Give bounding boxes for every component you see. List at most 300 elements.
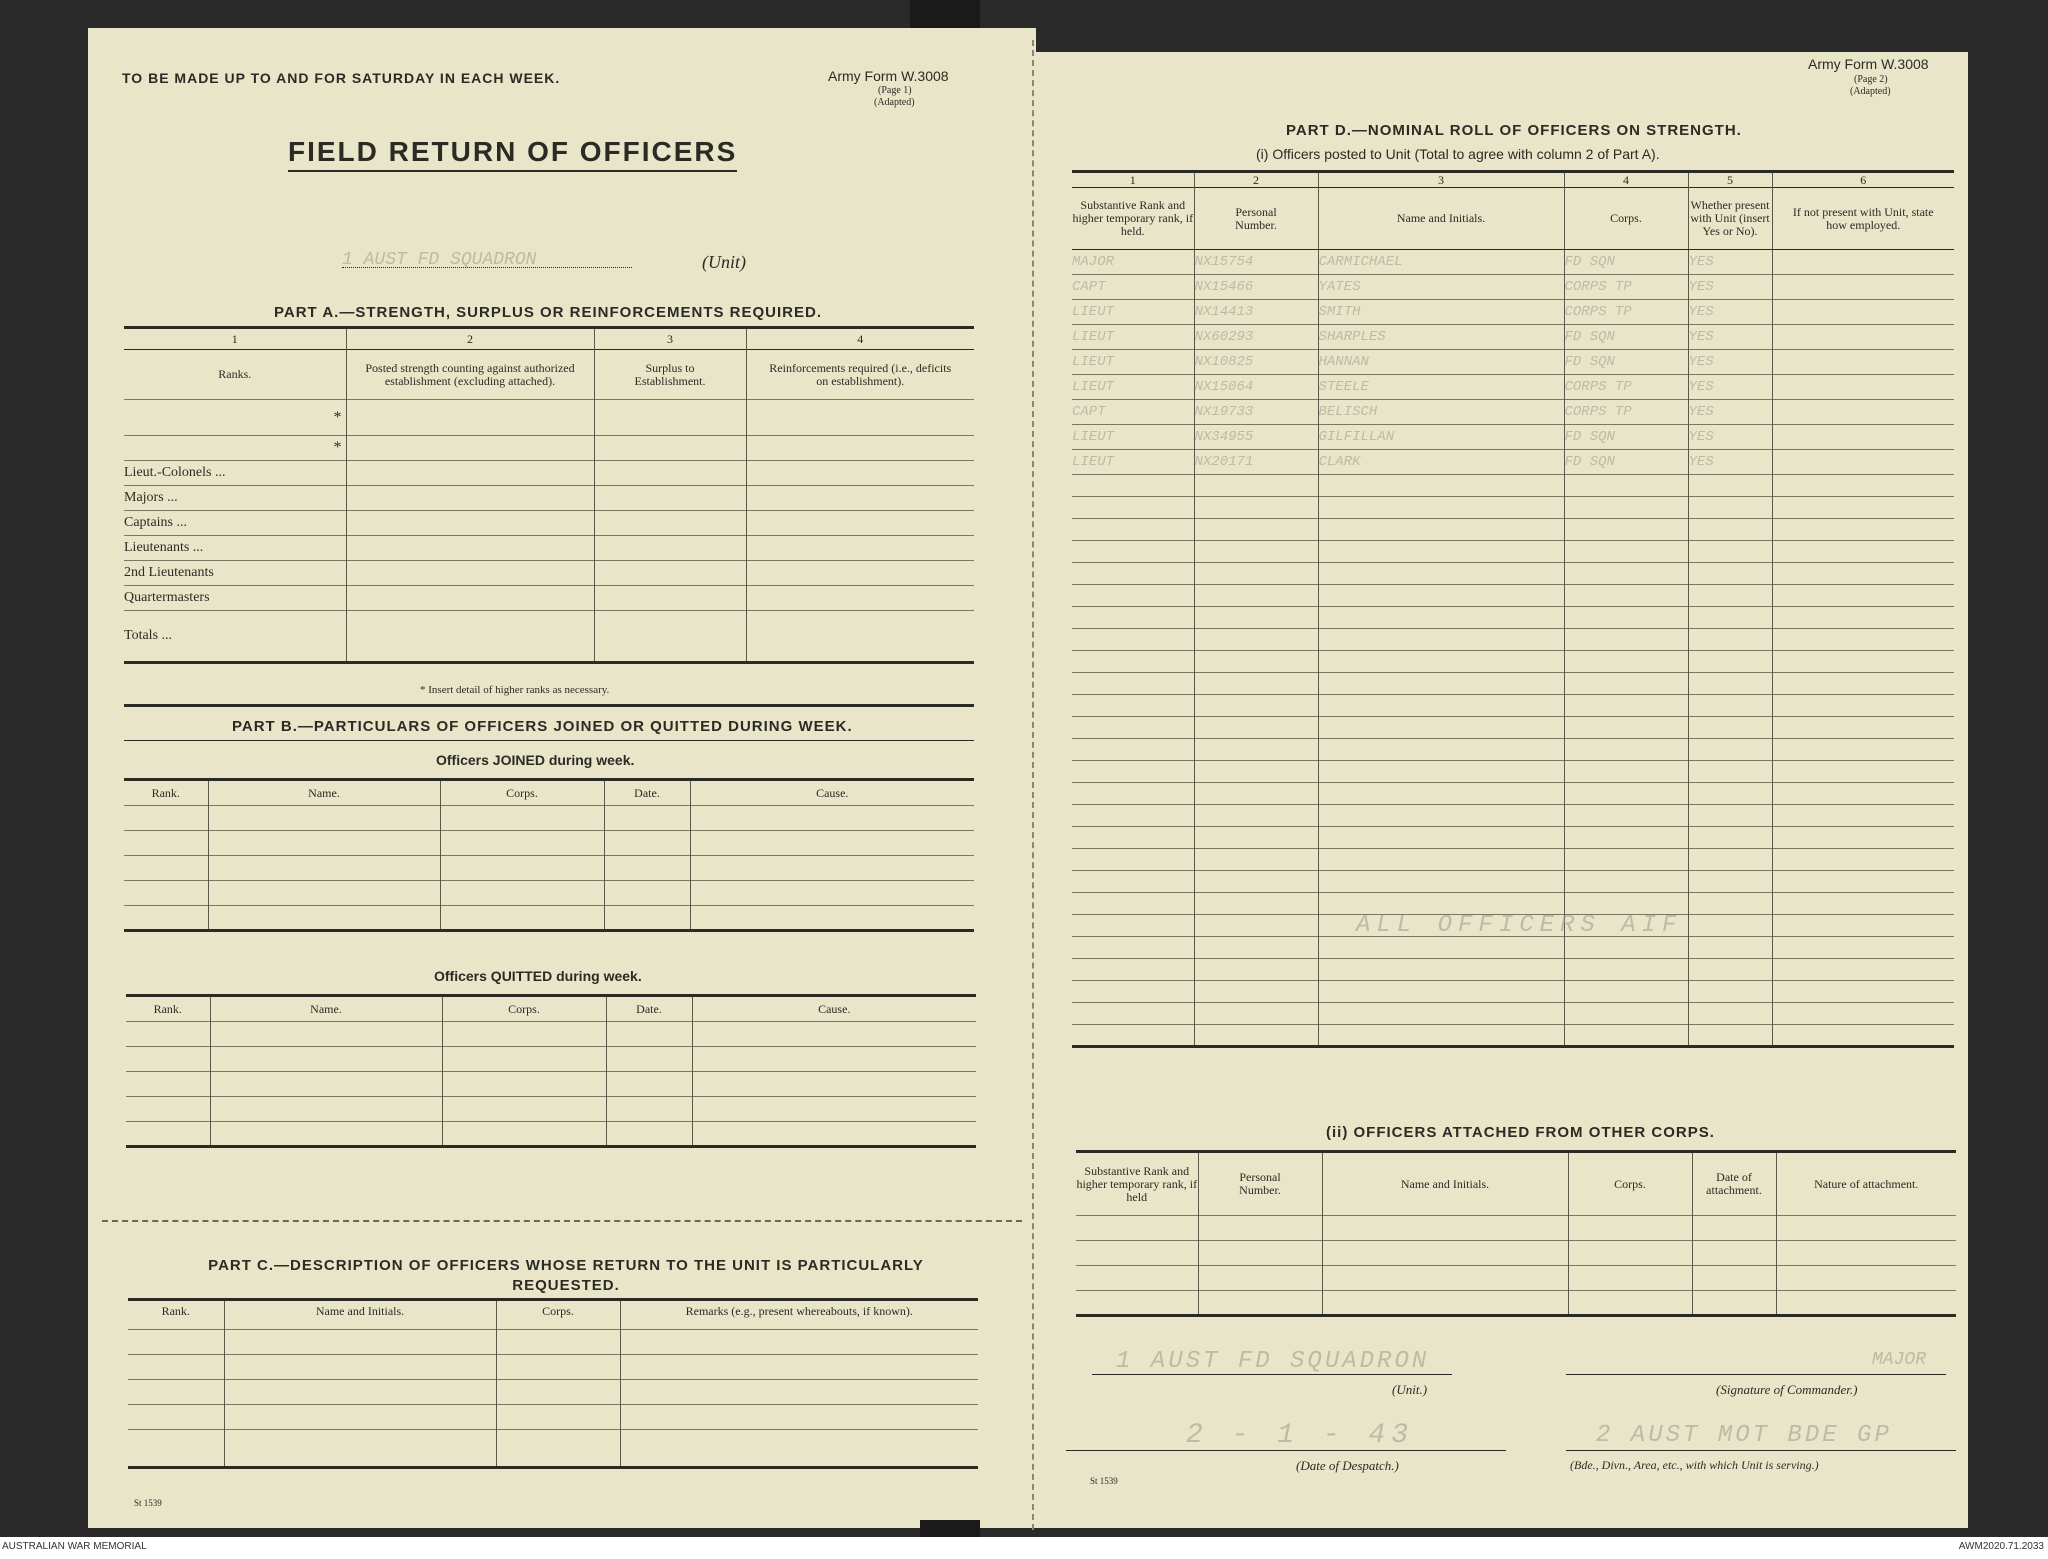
roll-row-empty <box>1072 519 1954 541</box>
empty-cell <box>1318 695 1564 717</box>
col-header: Rank. <box>128 1300 224 1330</box>
present-cell: YES <box>1688 250 1772 275</box>
empty-cell <box>1318 981 1564 1003</box>
roll-row-empty <box>1072 871 1954 893</box>
roll-row-empty <box>1072 761 1954 783</box>
number-cell: NX15754 <box>1194 250 1318 275</box>
empty-cell <box>1772 761 1954 783</box>
commander-handwriting: MAJOR <box>1872 1350 1927 1370</box>
rank-cell: MAJOR <box>1072 250 1194 275</box>
empty-cell <box>1072 937 1194 959</box>
empty-cell <box>1772 497 1954 519</box>
date-caption: (Date of Despatch.) <box>1296 1458 1399 1473</box>
empty-cell <box>1772 871 1954 893</box>
rank-cell: CAPT <box>1072 275 1194 300</box>
joined-table <box>124 778 974 932</box>
form-number: Army Form W.3008 <box>1808 56 1929 72</box>
empty-cell <box>1688 761 1772 783</box>
empty-cell <box>1318 959 1564 981</box>
empty-cell <box>1318 1003 1564 1025</box>
empty-cell <box>1772 541 1954 563</box>
empty-cell <box>1072 783 1194 805</box>
form-page-2 <box>1036 52 1968 1528</box>
roll-row-empty <box>1072 849 1954 871</box>
roll-row-empty <box>1072 563 1954 585</box>
empty-cell <box>1772 651 1954 673</box>
rank-cell: LIEUT <box>1072 375 1194 400</box>
empty-cell <box>1194 739 1318 761</box>
empty-cell <box>1772 585 1954 607</box>
present-cell: YES <box>1688 300 1772 325</box>
commander-caption: (Signature of Commander.) <box>1716 1382 1858 1397</box>
empty-cell <box>1194 563 1318 585</box>
name-cell: CARMICHAEL <box>1318 250 1564 275</box>
empty-cell <box>1194 827 1318 849</box>
empty-cell <box>1194 585 1318 607</box>
name-cell: YATES <box>1318 275 1564 300</box>
empty-cell <box>1564 827 1688 849</box>
roll-row-empty <box>1072 1003 1954 1025</box>
adapted-label: (Adapted) <box>874 97 915 108</box>
page-label: (Page 2) <box>1854 74 1888 85</box>
empty-cell <box>1564 651 1688 673</box>
rank-cell: CAPT <box>1072 400 1194 425</box>
col-header-ranks: Ranks. <box>124 350 346 400</box>
present-cell: YES <box>1688 450 1772 475</box>
rank-cell: LIEUT <box>1072 350 1194 375</box>
empty-cell <box>1564 673 1688 695</box>
roll-row <box>1072 275 1954 300</box>
part-d-heading: PART D.—NOMINAL ROLL OF OFFICERS ON STRENGTH. <box>1286 122 1742 139</box>
rank-label: Lieutenants ... <box>124 536 346 561</box>
col-header: Cause. <box>690 780 974 806</box>
empty-cell <box>1072 673 1194 695</box>
totals-label: Totals ... <box>124 611 346 663</box>
number-cell: NX34955 <box>1194 425 1318 450</box>
roll-row-empty <box>1072 805 1954 827</box>
rank-cell: LIEUT <box>1072 325 1194 350</box>
col-header-corps: Corps. <box>1564 188 1688 250</box>
archive-footer <box>0 1537 2048 1559</box>
empty-cell <box>1688 805 1772 827</box>
name-cell: SHARPLES <box>1318 325 1564 350</box>
empty-cell <box>1318 563 1564 585</box>
corps-cell: FD SQN <box>1564 425 1688 450</box>
empty-cell <box>1318 739 1564 761</box>
rank-cell: LIEUT <box>1072 425 1194 450</box>
col-header: Corps. <box>440 780 604 806</box>
col-header: Name. <box>208 780 440 806</box>
rule <box>124 740 974 741</box>
empty-cell <box>1688 871 1772 893</box>
roll-row-empty <box>1072 783 1954 805</box>
roll-row-empty <box>1072 981 1954 1003</box>
empty-cell <box>1772 849 1954 871</box>
col-header: Date. <box>606 996 692 1022</box>
col-header: Date of attachment. <box>1692 1152 1776 1216</box>
empty-cell <box>1072 519 1194 541</box>
empty-cell <box>1318 541 1564 563</box>
footer-left: AUSTRALIAN WAR MEMORIAL <box>2 1541 147 1552</box>
col-header-posted: Posted strength counting against authorized establishment (excluding attached). <box>346 350 594 400</box>
empty-cell <box>1318 871 1564 893</box>
empty-cell <box>1564 739 1688 761</box>
empty-cell <box>1688 893 1772 915</box>
empty-cell <box>1194 1003 1318 1025</box>
empty-cell <box>1072 805 1194 827</box>
corps-cell: CORPS TP <box>1564 400 1688 425</box>
part-b-heading: PART B.—PARTICULARS OF OFFICERS JOINED OR QUITTED DURING WEEK. <box>232 718 853 735</box>
number-cell: NX14413 <box>1194 300 1318 325</box>
number-cell: NX15466 <box>1194 275 1318 300</box>
rank-label: Majors ... <box>124 486 346 511</box>
quitted-table <box>126 994 976 1148</box>
empty-cell <box>1564 1003 1688 1025</box>
empty-cell <box>1072 629 1194 651</box>
empty-cell <box>1072 1025 1194 1047</box>
col-number: 1 <box>1072 172 1194 188</box>
empty-cell <box>1072 717 1194 739</box>
print-code: St 1539 <box>1090 1476 1118 1486</box>
col-number: 3 <box>1318 172 1564 188</box>
roll-row-empty <box>1072 607 1954 629</box>
col-header: Date. <box>604 780 690 806</box>
empty-cell <box>1318 497 1564 519</box>
col-header: Rank. <box>126 996 210 1022</box>
col-header-reinforcements: Reinforcements required (i.e., deficits on establishment). <box>746 350 974 400</box>
empty-cell <box>1564 695 1688 717</box>
empty-cell <box>1194 761 1318 783</box>
rank-label: Captains ... <box>124 511 346 536</box>
print-code: St 1539 <box>134 1498 162 1508</box>
empty-cell <box>1318 761 1564 783</box>
empty-cell <box>1564 519 1688 541</box>
rule <box>124 704 974 707</box>
col-number: 4 <box>746 328 974 350</box>
corps-cell: FD SQN <box>1564 450 1688 475</box>
empty-cell <box>1318 937 1564 959</box>
empty-cell <box>1688 695 1772 717</box>
roll-row-empty <box>1072 695 1954 717</box>
empty-cell <box>1318 1025 1564 1047</box>
empty-cell <box>1772 629 1954 651</box>
col-number: 5 <box>1688 172 1772 188</box>
date-line <box>1066 1450 1506 1451</box>
empty-cell <box>1072 563 1194 585</box>
empty-cell <box>1772 475 1954 497</box>
col-header-employed: If not present with Unit, state how employed. <box>1772 188 1954 250</box>
empty-cell <box>1688 1003 1772 1025</box>
bde-caption: (Bde., Divn., Area, etc., with which Unit is serving.) <box>1570 1458 1819 1472</box>
empty-cell <box>1318 805 1564 827</box>
empty-cell <box>1772 981 1954 1003</box>
number-cell: NX19733 <box>1194 400 1318 425</box>
empty-cell <box>1564 761 1688 783</box>
roll-row <box>1072 400 1954 425</box>
empty-cell <box>1772 915 1954 937</box>
col-header: Corps. <box>1568 1152 1692 1216</box>
page-title: FIELD RETURN OF OFFICERS <box>288 136 737 172</box>
footer-right: AWM2020.71.2033 <box>1958 1541 2044 1552</box>
rank-label: Lieut.-Colonels ... <box>124 461 346 486</box>
empty-cell <box>1688 717 1772 739</box>
empty-cell <box>1688 783 1772 805</box>
number-cell: NX60293 <box>1194 325 1318 350</box>
empty-cell <box>1072 959 1194 981</box>
empty-cell <box>1688 937 1772 959</box>
roll-row-empty <box>1072 717 1954 739</box>
quitted-heading: Officers QUITTED during week. <box>434 968 642 984</box>
empty-cell <box>1564 981 1688 1003</box>
empty-cell <box>1194 805 1318 827</box>
joined-heading: Officers JOINED during week. <box>436 752 635 768</box>
col-number: 4 <box>1564 172 1688 188</box>
bde-handwriting: 2 AUST MOT BDE GP <box>1596 1422 1892 1449</box>
name-cell: HANNAN <box>1318 350 1564 375</box>
col-header: Name and Initials. <box>224 1300 496 1330</box>
present-cell: YES <box>1688 375 1772 400</box>
empty-cell <box>1688 651 1772 673</box>
empty-cell <box>1564 563 1688 585</box>
empty-cell <box>1194 1025 1318 1047</box>
empty-cell <box>1072 1003 1194 1025</box>
handwritten-note: ALL OFFICERS AIF <box>1356 912 1683 939</box>
empty-cell <box>1772 673 1954 695</box>
roll-row-empty <box>1072 937 1954 959</box>
empty-cell <box>1564 871 1688 893</box>
empty-cell <box>1072 893 1194 915</box>
rank-label: 2nd Lieutenants <box>124 561 346 586</box>
col-header: Corps. <box>496 1300 620 1330</box>
part-d-subheading: (i) Officers posted to Unit (Total to agree with column 2 of Part A). <box>1256 146 1660 162</box>
name-cell: CLARK <box>1318 450 1564 475</box>
empty-cell <box>1688 981 1772 1003</box>
bde-line <box>1566 1450 1956 1451</box>
empty-cell <box>1194 541 1318 563</box>
adapted-label: (Adapted) <box>1850 86 1891 97</box>
fold-line <box>102 1220 1022 1222</box>
roll-row <box>1072 250 1954 275</box>
empty-cell <box>1564 541 1688 563</box>
empty-cell <box>1318 585 1564 607</box>
empty-cell <box>1194 519 1318 541</box>
empty-cell <box>1772 563 1954 585</box>
empty-cell <box>1688 629 1772 651</box>
roll-row-empty <box>1072 497 1954 519</box>
empty-cell <box>1194 871 1318 893</box>
empty-cell <box>1564 805 1688 827</box>
part-c-heading: PART C.—DESCRIPTION OF OFFICERS WHOSE RETURN TO THE UNIT IS PARTICULARLY REQUESTED. <box>208 1257 924 1294</box>
present-cell: YES <box>1688 275 1772 300</box>
name-cell: GILFILLAN <box>1318 425 1564 450</box>
empty-cell <box>1772 717 1954 739</box>
empty-cell <box>1688 959 1772 981</box>
empty-cell <box>1564 937 1688 959</box>
empty-cell <box>1564 849 1688 871</box>
empty-cell <box>1772 783 1954 805</box>
empty-cell <box>1194 959 1318 981</box>
corps-cell: CORPS TP <box>1564 375 1688 400</box>
empty-cell <box>1194 695 1318 717</box>
empty-cell <box>1564 629 1688 651</box>
empty-cell <box>1072 475 1194 497</box>
col-header: Rank. <box>124 780 208 806</box>
name-cell: BELISCH <box>1318 400 1564 425</box>
empty-cell <box>1318 629 1564 651</box>
unit-line <box>1092 1374 1452 1375</box>
roll-row <box>1072 375 1954 400</box>
empty-cell <box>1318 783 1564 805</box>
roll-row <box>1072 425 1954 450</box>
empty-cell <box>1194 893 1318 915</box>
col-header-name: Name and Initials. <box>1318 188 1564 250</box>
empty-cell <box>1194 937 1318 959</box>
empty-cell <box>1194 607 1318 629</box>
number-cell: NX10825 <box>1194 350 1318 375</box>
empty-cell <box>1564 497 1688 519</box>
empty-cell <box>1072 871 1194 893</box>
empty-cell <box>1564 783 1688 805</box>
page-label: (Page 1) <box>878 85 912 96</box>
empty-cell <box>1688 673 1772 695</box>
empty-cell <box>1072 541 1194 563</box>
col-number: 2 <box>346 328 594 350</box>
col-header-number: Personal Number. <box>1194 188 1318 250</box>
empty-cell <box>1688 475 1772 497</box>
rank-label: Quartermasters <box>124 586 346 611</box>
empty-cell <box>1318 475 1564 497</box>
part-a-table: 1 2 3 4 Ranks. Posted strength counting against authorized establishment (excluding attached). Surplus to Establishment. Reinforcements required (i.e., deficits on establishment). * * Lieut.-Colonels ... Majors ... Captains ... Lieutenants ... 2nd Lieutenants Quartermasters Totals ... <box>124 326 974 664</box>
roll-row <box>1072 450 1954 475</box>
empty-cell <box>1688 563 1772 585</box>
col-header-rank: Substantive Rank and higher temporary rank, if held. <box>1072 188 1194 250</box>
roll-row-empty <box>1072 651 1954 673</box>
empty-cell <box>1194 673 1318 695</box>
part-a-heading: PART A.—STRENGTH, SURPLUS OR REINFORCEMENTS REQUIRED. <box>274 304 823 321</box>
empty-cell <box>1194 651 1318 673</box>
form-number: Army Form W.3008 <box>828 68 949 84</box>
empty-cell <box>1772 1003 1954 1025</box>
empty-cell <box>1072 695 1194 717</box>
present-cell: YES <box>1688 400 1772 425</box>
col-header-present: Whether present with Unit (insert Yes or No). <box>1688 188 1772 250</box>
empty-cell <box>1772 607 1954 629</box>
empty-cell <box>1772 893 1954 915</box>
empty-cell <box>1194 497 1318 519</box>
col-number: 2 <box>1194 172 1318 188</box>
empty-cell <box>1318 673 1564 695</box>
unit-label: (Unit) <box>702 252 746 272</box>
empty-cell <box>1772 1025 1954 1047</box>
corps-cell: FD SQN <box>1564 350 1688 375</box>
unit-handwriting: 1 AUST FD SQUADRON <box>1116 1348 1430 1375</box>
roll-row-empty <box>1072 585 1954 607</box>
number-cell: NX20171 <box>1194 450 1318 475</box>
commander-line <box>1566 1374 1946 1375</box>
empty-cell <box>1194 717 1318 739</box>
col-number: 3 <box>594 328 746 350</box>
corps-cell: CORPS TP <box>1564 275 1688 300</box>
unit-handwriting: 1 AUST FD SQUADRON <box>342 250 537 270</box>
col-header: Remarks (e.g., present whereabouts, if known). <box>620 1300 978 1330</box>
part-a-footnote: * Insert detail of higher ranks as necessary. <box>420 684 610 696</box>
present-cell: YES <box>1688 350 1772 375</box>
name-cell: STEELE <box>1318 375 1564 400</box>
unit-caption: (Unit.) <box>1392 1382 1428 1397</box>
empty-cell <box>1772 739 1954 761</box>
empty-cell <box>1194 849 1318 871</box>
empty-cell <box>1688 607 1772 629</box>
roll-row-empty <box>1072 629 1954 651</box>
attached-table <box>1076 1150 1956 1317</box>
col-header-surplus: Surplus to Establishment. <box>594 350 746 400</box>
roll-row-empty <box>1072 959 1954 981</box>
rank-cell: LIEUT <box>1072 450 1194 475</box>
empty-cell <box>1072 497 1194 519</box>
present-cell: YES <box>1688 325 1772 350</box>
empty-cell <box>1194 475 1318 497</box>
empty-cell <box>1072 761 1194 783</box>
col-header: Name. <box>210 996 442 1022</box>
empty-cell <box>1688 1025 1772 1047</box>
empty-cell <box>1688 497 1772 519</box>
empty-cell <box>1318 607 1564 629</box>
empty-cell <box>1318 717 1564 739</box>
empty-cell <box>1564 959 1688 981</box>
part-c-table <box>128 1298 978 1469</box>
empty-cell <box>1072 981 1194 1003</box>
attached-heading: (ii) OFFICERS ATTACHED FROM OTHER CORPS. <box>1326 1124 1715 1141</box>
roll-row <box>1072 350 1954 375</box>
empty-cell <box>1688 585 1772 607</box>
roll-row <box>1072 325 1954 350</box>
empty-cell <box>1772 805 1954 827</box>
empty-cell <box>1194 783 1318 805</box>
roll-row-empty <box>1072 1025 1954 1047</box>
col-number: 6 <box>1772 172 1954 188</box>
roll-row-empty <box>1072 673 1954 695</box>
empty-cell <box>1688 519 1772 541</box>
empty-cell <box>1072 849 1194 871</box>
corps-cell: FD SQN <box>1564 325 1688 350</box>
name-cell: SMITH <box>1318 300 1564 325</box>
empty-cell <box>1688 739 1772 761</box>
empty-cell <box>1564 717 1688 739</box>
empty-cell <box>1072 739 1194 761</box>
empty-cell <box>1318 651 1564 673</box>
col-header: Corps. <box>442 996 606 1022</box>
corps-cell: FD SQN <box>1564 250 1688 275</box>
roll-row <box>1072 300 1954 325</box>
empty-cell <box>1772 695 1954 717</box>
empty-cell <box>1688 849 1772 871</box>
col-header: Cause. <box>692 996 976 1022</box>
empty-cell <box>1772 959 1954 981</box>
roll-row-empty <box>1072 541 1954 563</box>
empty-cell <box>1072 607 1194 629</box>
corps-cell: CORPS TP <box>1564 300 1688 325</box>
present-cell: YES <box>1688 425 1772 450</box>
empty-cell <box>1318 849 1564 871</box>
number-cell: NX15064 <box>1194 375 1318 400</box>
col-header: Name and Initials. <box>1322 1152 1568 1216</box>
empty-cell <box>1564 607 1688 629</box>
date-handwriting: 2 - 1 - 43 <box>1186 1420 1415 1451</box>
col-header: Personal Number. <box>1198 1152 1322 1216</box>
roll-row-empty <box>1072 739 1954 761</box>
col-header: Substantive Rank and higher temporary rank, if held <box>1076 1152 1198 1216</box>
empty-cell <box>1318 519 1564 541</box>
